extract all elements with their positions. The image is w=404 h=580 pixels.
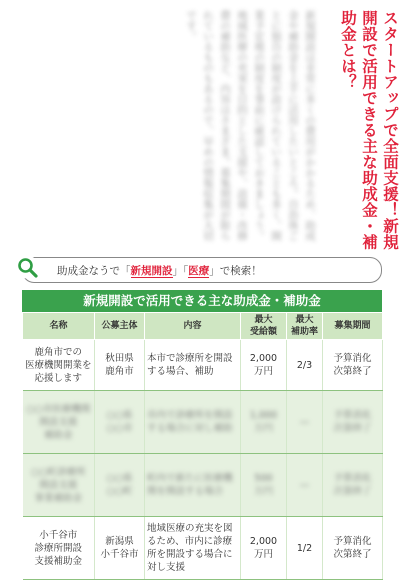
cell-amount: 2,000 万円 [241, 340, 287, 391]
cell-name: ○○市医療機関 開設支援 補助金 [26, 403, 91, 441]
cell-amount: 1,000 万円 [249, 410, 278, 434]
table-header-row [23, 313, 383, 340]
cell-name: ○○町診療所 開設支援 事業補助金 [30, 466, 86, 504]
header-max-amount: 最大 受給額 [241, 313, 287, 340]
cell-amount: 500 万円 [253, 473, 273, 497]
cell-organizer: ○○県 ○○市 [106, 410, 133, 434]
header-organizer: 公募主体 [95, 313, 145, 340]
cell-content: 町内で新たに医療機関を開設する場合 [147, 473, 233, 497]
cell-period: 予算消化 次第終了 [333, 410, 372, 434]
article-body-text: 新規開設は非常に多くの費用がかかるため、助成金や補助金を上手に活用したいところ。自治体ごとに独自の制度が設けられていることも多く、開業予定地の制度を事前に確認しておきましょう。地域医療の充実を目的とした支援や、設備・改修費の補助など、内容はさまざま。募集期間が限られているものもあるので、早めの情報収集が大切です。 [185, 10, 316, 241]
cell-rate: 1/2 [287, 517, 323, 580]
cell-amount: 2,000 万円 [241, 517, 287, 580]
search-prompt [57, 263, 262, 278]
subsidy-table [22, 290, 382, 573]
cell-content: 市内で診療所を開設する場合に対し補助 [147, 410, 233, 434]
keyword-new-opening: 新規開設 [130, 265, 173, 277]
header-content: 内容 [145, 313, 241, 340]
cell-organizer: 秋田県 鹿角市 [95, 340, 145, 391]
cell-period: 予算消化 次第終了 [333, 473, 372, 497]
table-title: 新規開設で活用できる主な助成金・補助金 [22, 290, 382, 312]
cell-content: 地域医療の充実を図るため、市内に診療所を開設する場合に対し支援 [145, 517, 241, 580]
cell-rate: — [299, 416, 310, 428]
header-name: 名称 [23, 313, 95, 340]
cell-name: 鹿角市での 医療機関開業を 応援します [23, 340, 95, 391]
cell-rate: 2/3 [287, 340, 323, 391]
cell-content: 本市で診療所を開設する場合、補助 [145, 340, 241, 391]
table-row [23, 340, 383, 391]
table-row-blurred [23, 391, 383, 454]
table-row [23, 517, 383, 580]
search-separator: 」「 [172, 265, 189, 277]
search-prefix: 助成金なうで「 [57, 265, 131, 277]
search-banner[interactable] [22, 257, 382, 283]
cell-rate: — [299, 479, 310, 491]
search-suffix: 」で検索！ [209, 265, 262, 277]
cell-organizer: 新潟県 小千谷市 [95, 517, 145, 580]
cell-period: 予算消化 次第終了 [323, 340, 383, 391]
cell-period: 予算消化 次第終了 [323, 517, 383, 580]
article-heading: スタートアップで全面支援！新規開設で活用できる主な助成金・補助金とは？ [339, 10, 399, 250]
header-period: 募集期間 [323, 313, 383, 340]
table-row-blurred [23, 454, 383, 517]
cell-organizer: ○○県 ○○町 [106, 473, 133, 497]
cell-name: 小千谷市 診療所開設 支援補助金 [23, 517, 95, 580]
keyword-medical: 医療 [188, 265, 210, 277]
magnifier-icon [15, 255, 39, 279]
header-max-rate: 最大 補助率 [287, 313, 323, 340]
